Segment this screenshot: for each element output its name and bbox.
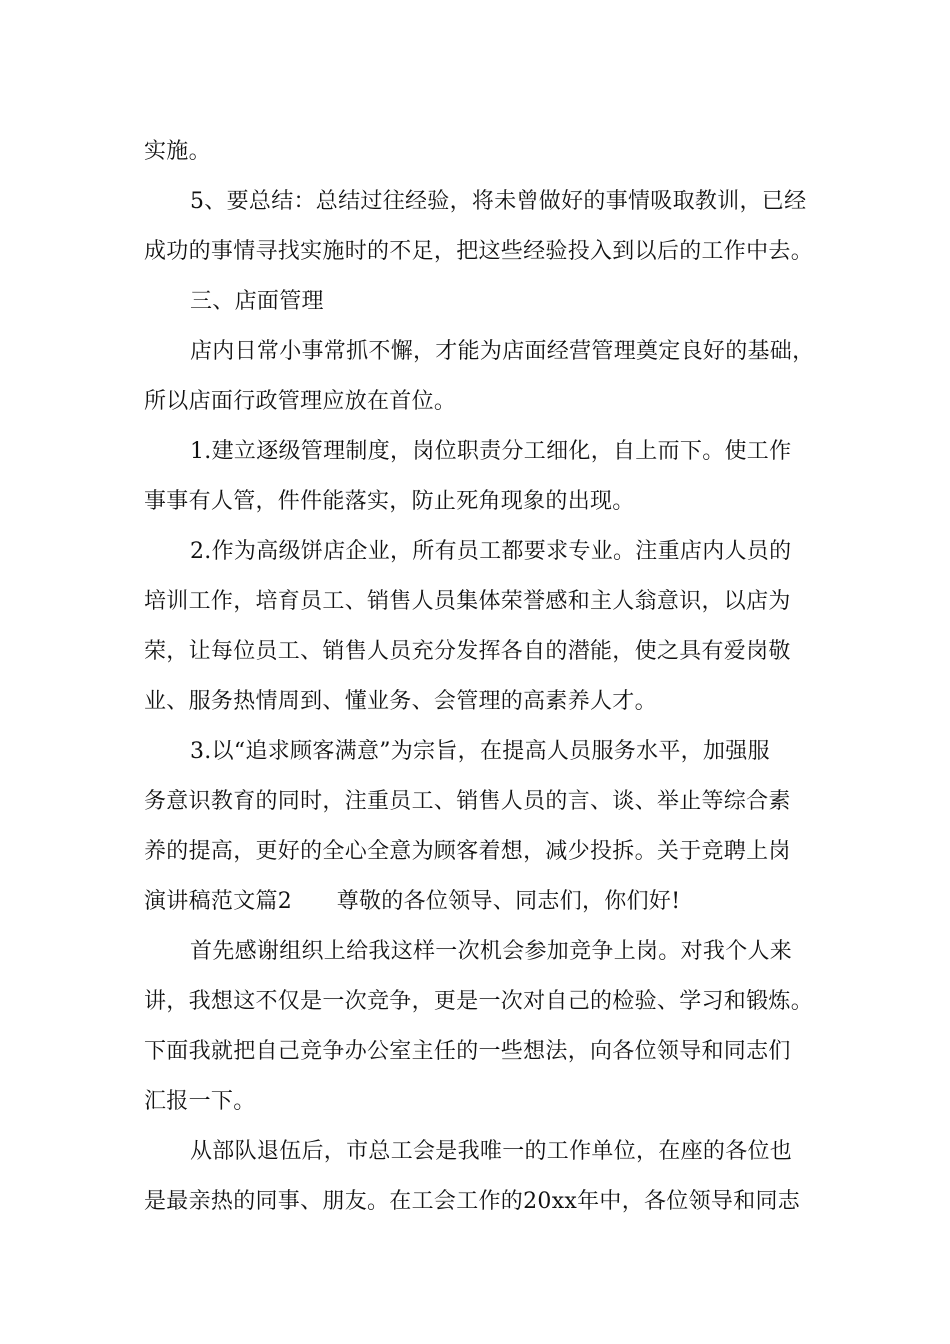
text-line: 所以店面行政管理应放在首位。 [144, 389, 457, 414]
text-line: 成功的事情寻找实施时的不足，把这些经验投入到以后的工作中去。 [144, 239, 814, 264]
text-line: 从部队退伍后，市总工会是我唯一的工作单位，在座的各位也 [190, 1139, 793, 1164]
text-line: 演讲稿范文篇2 尊敬的各位领导、同志们，你们好! [144, 889, 681, 914]
text-line: 业、服务热情周到、懂业务、会管理的高素养人才。 [144, 689, 657, 714]
text-line: 1.建立逐级管理制度，岗位职责分工细化，自上而下。使工作 [190, 439, 792, 464]
text-line: 事事有人管，件件能落实，防止死角现象的出现。 [144, 489, 635, 514]
text-line: 店内日常小事常抓不懈，才能为店面经营管理奠定良好的基础， [190, 339, 815, 364]
text-line: 是最亲热的同事、朋友。在工会工作的20xx年中，各位领导和同志 [144, 1189, 801, 1214]
text-line: 实施。 [144, 139, 211, 164]
text-line: 培训工作，培育员工、销售人员集体荣誉感和主人翁意识，以店为 [144, 589, 791, 614]
text-line: 5、要总结：总结过往经验，将未曾做好的事情吸取教训，已经 [190, 189, 807, 214]
text-line: 汇报一下。 [144, 1089, 256, 1114]
text-line: 讲，我想这不仅是一次竞争，更是一次对自己的检验、学习和锻炼。 [144, 989, 814, 1014]
section-heading: 三、店面管理 [190, 289, 324, 314]
text-line: 3.以“追求顾客满意”为宗旨，在提高人员服务水平，加强服 [190, 739, 770, 764]
text-line: 下面我就把自己竞争办公室主任的一些想法，向各位领导和同志们 [144, 1039, 791, 1064]
text-line: 荣，让每位员工、销售人员充分发挥各自的潜能，使之具有爱岗敬 [144, 639, 791, 664]
text-line: 首先感谢组织上给我这样一次机会参加竞争上岗。对我个人来 [190, 939, 793, 964]
text-line: 2.作为高级饼店企业，所有员工都要求专业。注重店内人员的 [190, 539, 792, 564]
text-line: 养的提高，更好的全心全意为顾客着想，减少投拆。关于竞聘上岗 [144, 839, 791, 864]
text-line: 务意识教育的同时，注重员工、销售人员的言、谈、举止等综合素 [144, 789, 791, 814]
